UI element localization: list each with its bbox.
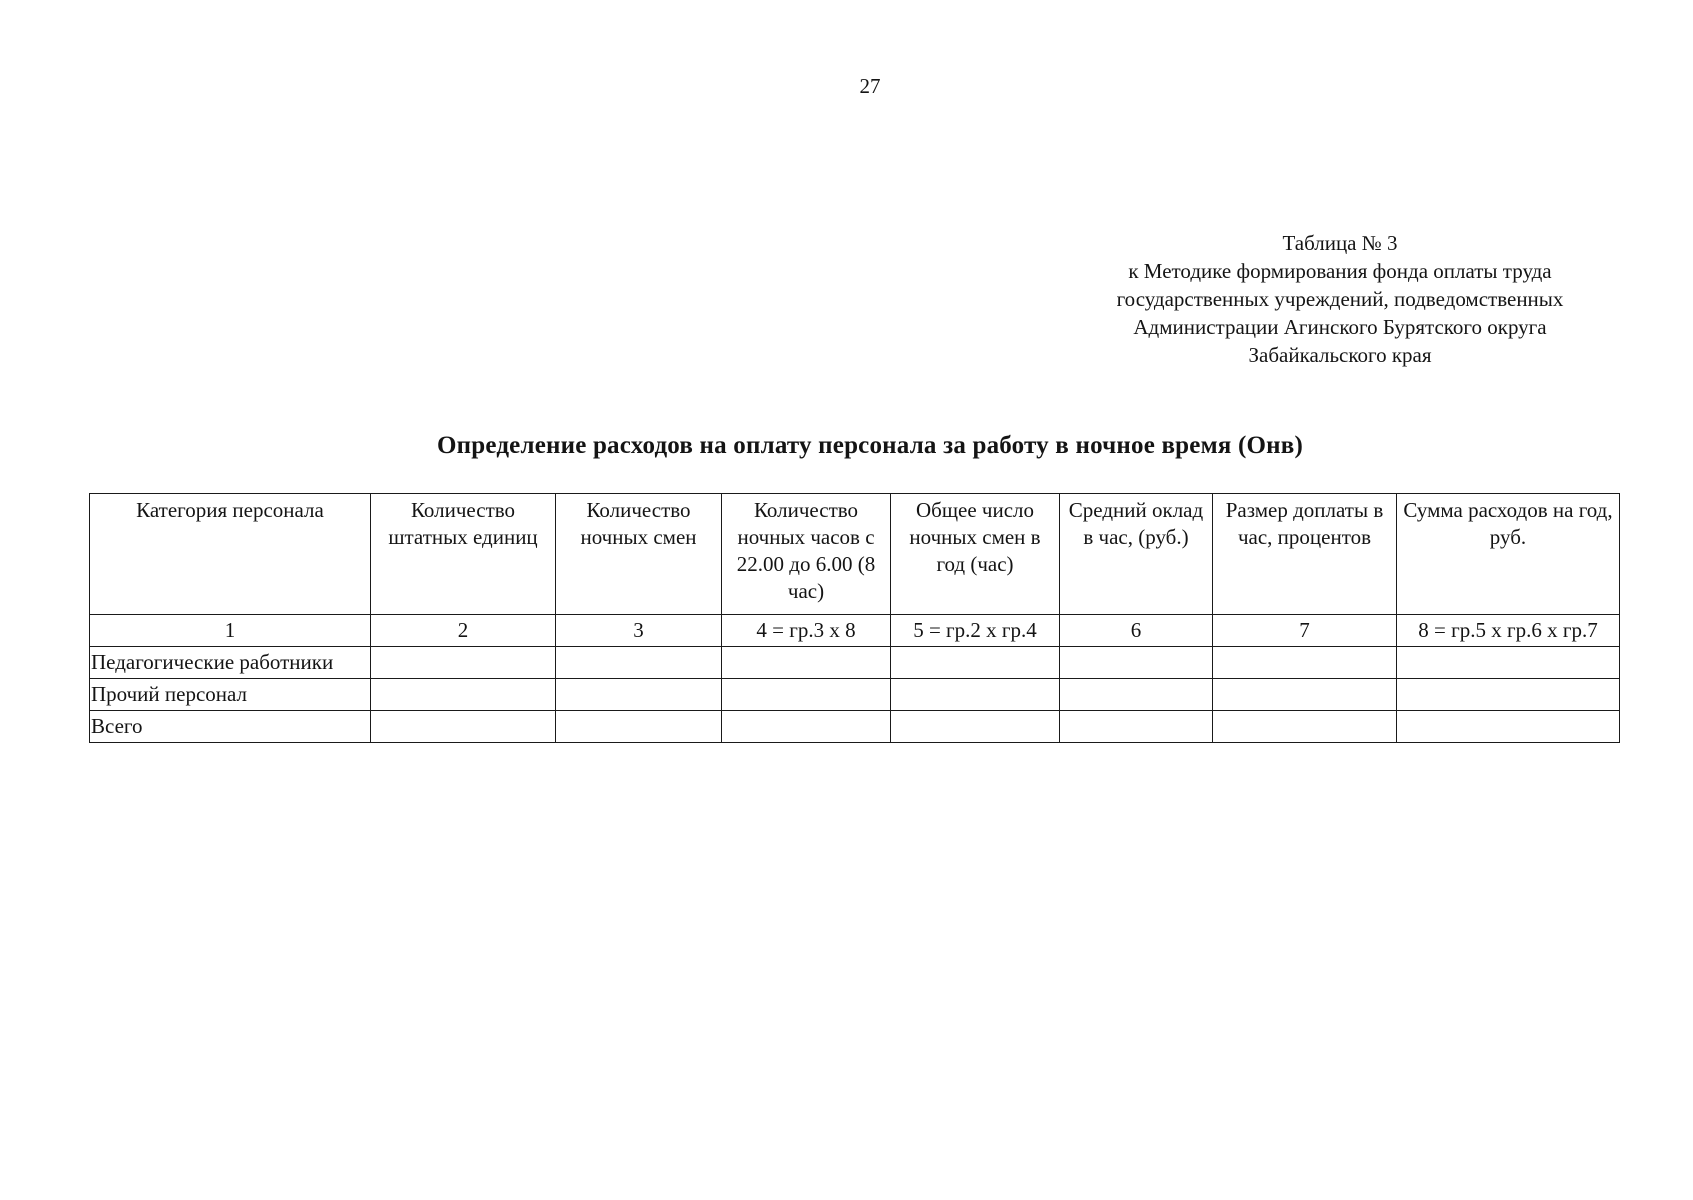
header-cell: Количество ночных часов с 22.00 до 6.00 (8 час) (722, 494, 891, 615)
table-cell (891, 679, 1060, 711)
table-cell (556, 647, 722, 679)
header-cell: Размер доплаты в час, процентов (1213, 494, 1397, 615)
column-number-cell: 4 = гр.3 х 8 (722, 615, 891, 647)
appendix-line: Таблица № 3 (1282, 231, 1398, 255)
header-cell: Общее число ночных смен в год (час) (891, 494, 1060, 615)
table-cell (1397, 679, 1620, 711)
page-number: 27 (859, 74, 881, 98)
document-title: Определение расходов на оплату персонала за работу в ночное время (Онв) (437, 432, 1303, 459)
row-label: Прочий персонал (90, 679, 371, 711)
column-number-row (90, 615, 1620, 647)
table-cell (1213, 711, 1397, 743)
table-cell (1060, 679, 1213, 711)
column-number-cell: 3 (556, 615, 722, 647)
appendix-line: к Методике формирования фонда оплаты труда (1128, 259, 1552, 283)
table-cell (1397, 711, 1620, 743)
table-cell (371, 711, 556, 743)
table-cell (1060, 711, 1213, 743)
column-number-cell: 7 (1213, 615, 1397, 647)
table-cell (1060, 647, 1213, 679)
header-cell: Средний оклад в час, (руб.) (1060, 494, 1213, 615)
appendix-note (1060, 229, 1620, 369)
appendix-line: государственных учреждений, подведомственных (1116, 287, 1564, 311)
column-number-cell: 6 (1060, 615, 1213, 647)
table-cell (722, 711, 891, 743)
table-cell (1213, 679, 1397, 711)
row-label: Всего (90, 711, 371, 743)
header-cell: Категория персонала (90, 494, 371, 615)
appendix-line: Администрации Агинского Бурятского округа (1133, 315, 1547, 339)
table-cell (722, 679, 891, 711)
table-cell (371, 679, 556, 711)
header-cell: Количество штатных единиц (371, 494, 556, 615)
table-cell (1397, 647, 1620, 679)
table-cell (891, 647, 1060, 679)
table-cell (556, 711, 722, 743)
table-cell (556, 679, 722, 711)
column-number-cell: 1 (90, 615, 371, 647)
column-number-cell: 2 (371, 615, 556, 647)
table-cell (722, 647, 891, 679)
table-row-other-staff (90, 679, 1620, 711)
header-cell: Количество ночных смен (556, 494, 722, 615)
expense-table (89, 493, 1620, 743)
column-number-cell: 5 = гр.2 х гр.4 (891, 615, 1060, 647)
table-header-row (90, 494, 1620, 615)
appendix-line: Забайкальского края (1248, 343, 1432, 367)
table-cell (371, 647, 556, 679)
table-cell (891, 711, 1060, 743)
row-label: Педагогические работники (90, 647, 371, 679)
table-row-pedagogical-staff (90, 647, 1620, 679)
table-row-total (90, 711, 1620, 743)
table-cell (1213, 647, 1397, 679)
header-cell: Сумма расходов на год, руб. (1397, 494, 1620, 615)
column-number-cell: 8 = гр.5 х гр.6 х гр.7 (1397, 615, 1620, 647)
